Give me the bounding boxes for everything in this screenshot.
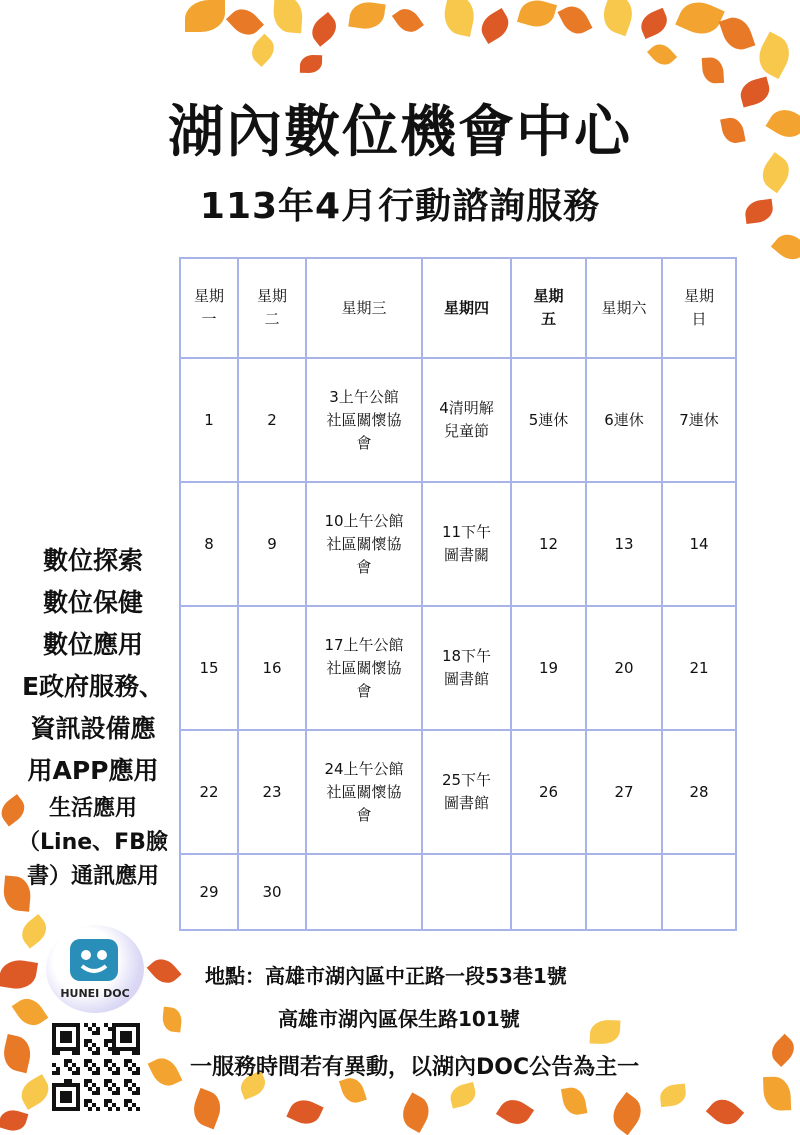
leaf-decoration bbox=[763, 1076, 791, 1111]
leaf-decoration bbox=[476, 8, 514, 44]
calendar-day-cell bbox=[306, 854, 422, 930]
leaf-decoration bbox=[706, 1093, 744, 1131]
leaf-decoration bbox=[246, 34, 279, 67]
leaf-decoration bbox=[185, 0, 225, 32]
service-item: 生活應用 bbox=[48, 796, 137, 821]
leaf-decoration bbox=[272, 0, 303, 33]
calendar-day-cell: 15 bbox=[180, 606, 238, 730]
calendar-day-cell: 13 bbox=[586, 482, 662, 606]
calendar-day-cell: 8 bbox=[180, 482, 238, 606]
address-line-1: 地點：高雄市湖內區中正路一段53巷1號 bbox=[205, 964, 567, 988]
leaf-decoration bbox=[286, 1095, 323, 1129]
leaf-decoration bbox=[637, 7, 672, 39]
leaf-decoration bbox=[161, 1007, 183, 1033]
service-item: 資訊設備應 bbox=[30, 714, 156, 743]
leaf-decoration bbox=[598, 0, 637, 36]
calendar-day-cell: 26 bbox=[511, 730, 586, 854]
calendar-day-cell: 24上午公館 社區關懷協 會 bbox=[306, 730, 422, 854]
leaf-decoration bbox=[517, 0, 557, 31]
leaf-decoration bbox=[719, 13, 756, 54]
weekday-header-wed: 星期三 bbox=[306, 258, 422, 358]
calendar-day-cell: 11下午 圖書關 bbox=[422, 482, 511, 606]
calendar-day-cell: 30 bbox=[238, 854, 306, 930]
hunei-doc-logo bbox=[46, 925, 144, 1013]
service-item: 用APP應用 bbox=[27, 756, 159, 785]
leaf-decoration bbox=[440, 0, 478, 37]
calendar-week-row bbox=[180, 358, 736, 482]
leaf-decoration bbox=[188, 1088, 226, 1129]
leaf-decoration bbox=[300, 55, 322, 73]
leaf-decoration bbox=[590, 1019, 621, 1044]
leaf-decoration bbox=[148, 1053, 183, 1090]
calendar-day-cell bbox=[662, 854, 736, 930]
calendar-day-cell: 1 bbox=[180, 358, 238, 482]
weekday-header-fri: 星期 五 bbox=[511, 258, 586, 358]
weekday-header-tue: 星期 二 bbox=[238, 258, 306, 358]
leaf-decoration bbox=[675, 0, 725, 41]
calendar-day-cell: 18下午 圖書館 bbox=[422, 606, 511, 730]
leaf-decoration bbox=[496, 1094, 534, 1130]
leaf-decoration bbox=[0, 1107, 28, 1134]
calendar-week-row bbox=[180, 482, 736, 606]
calendar-day-cell: 22 bbox=[180, 730, 238, 854]
service-item: 數位應用 bbox=[42, 630, 143, 659]
page-subtitle: 113年4月行動諮詢服務 bbox=[199, 186, 601, 227]
leaf-decoration bbox=[659, 1084, 687, 1107]
calendar-day-cell: 29 bbox=[180, 854, 238, 930]
leaf-decoration bbox=[771, 228, 800, 266]
service-item: （Line、FB臉 bbox=[18, 830, 168, 855]
leaf-decoration bbox=[306, 12, 342, 47]
leaf-decoration bbox=[397, 1093, 435, 1133]
calendar-week-row bbox=[180, 730, 736, 854]
service-list bbox=[8, 540, 178, 894]
calendar-day-cell: 25下午 圖書館 bbox=[422, 730, 511, 854]
calendar-day-cell: 19 bbox=[511, 606, 586, 730]
leaf-decoration bbox=[0, 957, 38, 991]
service-item: 書）通訊應用 bbox=[26, 864, 159, 889]
leaf-decoration bbox=[557, 1, 592, 39]
weekday-header-sun: 星期 日 bbox=[662, 258, 736, 358]
calendar-day-cell: 3上午公館 社區關懷協 會 bbox=[306, 358, 422, 482]
leaf-decoration bbox=[16, 1074, 54, 1110]
logo-text: HUNEI DOC bbox=[60, 987, 130, 1000]
leaf-decoration bbox=[392, 4, 424, 37]
calendar-week-row bbox=[180, 854, 736, 930]
calendar-day-cell bbox=[511, 854, 586, 930]
address-line-2: 高雄市湖內區保生路101號 bbox=[278, 1007, 520, 1031]
calendar-day-cell: 16 bbox=[238, 606, 306, 730]
calendar-day-cell: 14 bbox=[662, 482, 736, 606]
leaf-decoration bbox=[0, 1034, 34, 1073]
calendar-day-cell: 9 bbox=[238, 482, 306, 606]
calendar-day-cell: 20 bbox=[586, 606, 662, 730]
leaf-decoration bbox=[606, 1092, 648, 1135]
leaf-decoration bbox=[16, 914, 52, 949]
leaf-decoration bbox=[647, 39, 677, 70]
leaf-decoration bbox=[702, 57, 724, 84]
weekday-header-mon: 星期 一 bbox=[180, 258, 238, 358]
calendar-day-cell: 5連休 bbox=[511, 358, 586, 482]
calendar-day-cell: 17上午公館 社區關懷協 會 bbox=[306, 606, 422, 730]
calendar-day-cell: 28 bbox=[662, 730, 736, 854]
leaf-decoration bbox=[766, 1034, 799, 1067]
service-item: 數位探索 bbox=[42, 546, 143, 575]
calendar-day-cell: 12 bbox=[511, 482, 586, 606]
calendar-day-cell: 2 bbox=[238, 358, 306, 482]
calendar-day-cell: 7連休 bbox=[662, 358, 736, 482]
calendar-day-cell: 21 bbox=[662, 606, 736, 730]
service-item: E政府服務、 bbox=[21, 672, 165, 701]
smiling-face-icon bbox=[70, 939, 118, 981]
notice-text: 一服務時間若有異動，以湖內DOC公告為主一 bbox=[190, 1055, 640, 1080]
weekday-header-sat: 星期六 bbox=[586, 258, 662, 358]
calendar-week-row bbox=[180, 606, 736, 730]
leaf-decoration bbox=[146, 953, 181, 989]
leaf-decoration bbox=[226, 3, 264, 41]
weekday-header-thu: 星期四 bbox=[422, 258, 511, 358]
leaf-decoration bbox=[752, 31, 797, 79]
leaf-decoration bbox=[561, 1085, 588, 1116]
calendar-day-cell bbox=[586, 854, 662, 930]
calendar-day-cell: 27 bbox=[586, 730, 662, 854]
calendar-day-cell: 6連休 bbox=[586, 358, 662, 482]
leaf-decoration bbox=[12, 993, 49, 1031]
calendar-day-cell: 10上午公館 社區關懷協 會 bbox=[306, 482, 422, 606]
calendar-day-cell bbox=[422, 854, 511, 930]
calendar-day-cell: 4清明解 兒童節 bbox=[422, 358, 511, 482]
leaf-decoration bbox=[448, 1082, 478, 1108]
service-item: 數位保健 bbox=[42, 588, 143, 617]
page-title: 湖內數位機會中心 bbox=[168, 100, 632, 165]
calendar-day-cell: 23 bbox=[238, 730, 306, 854]
calendar-table bbox=[179, 257, 737, 931]
qr-code-icon bbox=[52, 1023, 140, 1111]
leaf-decoration bbox=[348, 0, 385, 31]
